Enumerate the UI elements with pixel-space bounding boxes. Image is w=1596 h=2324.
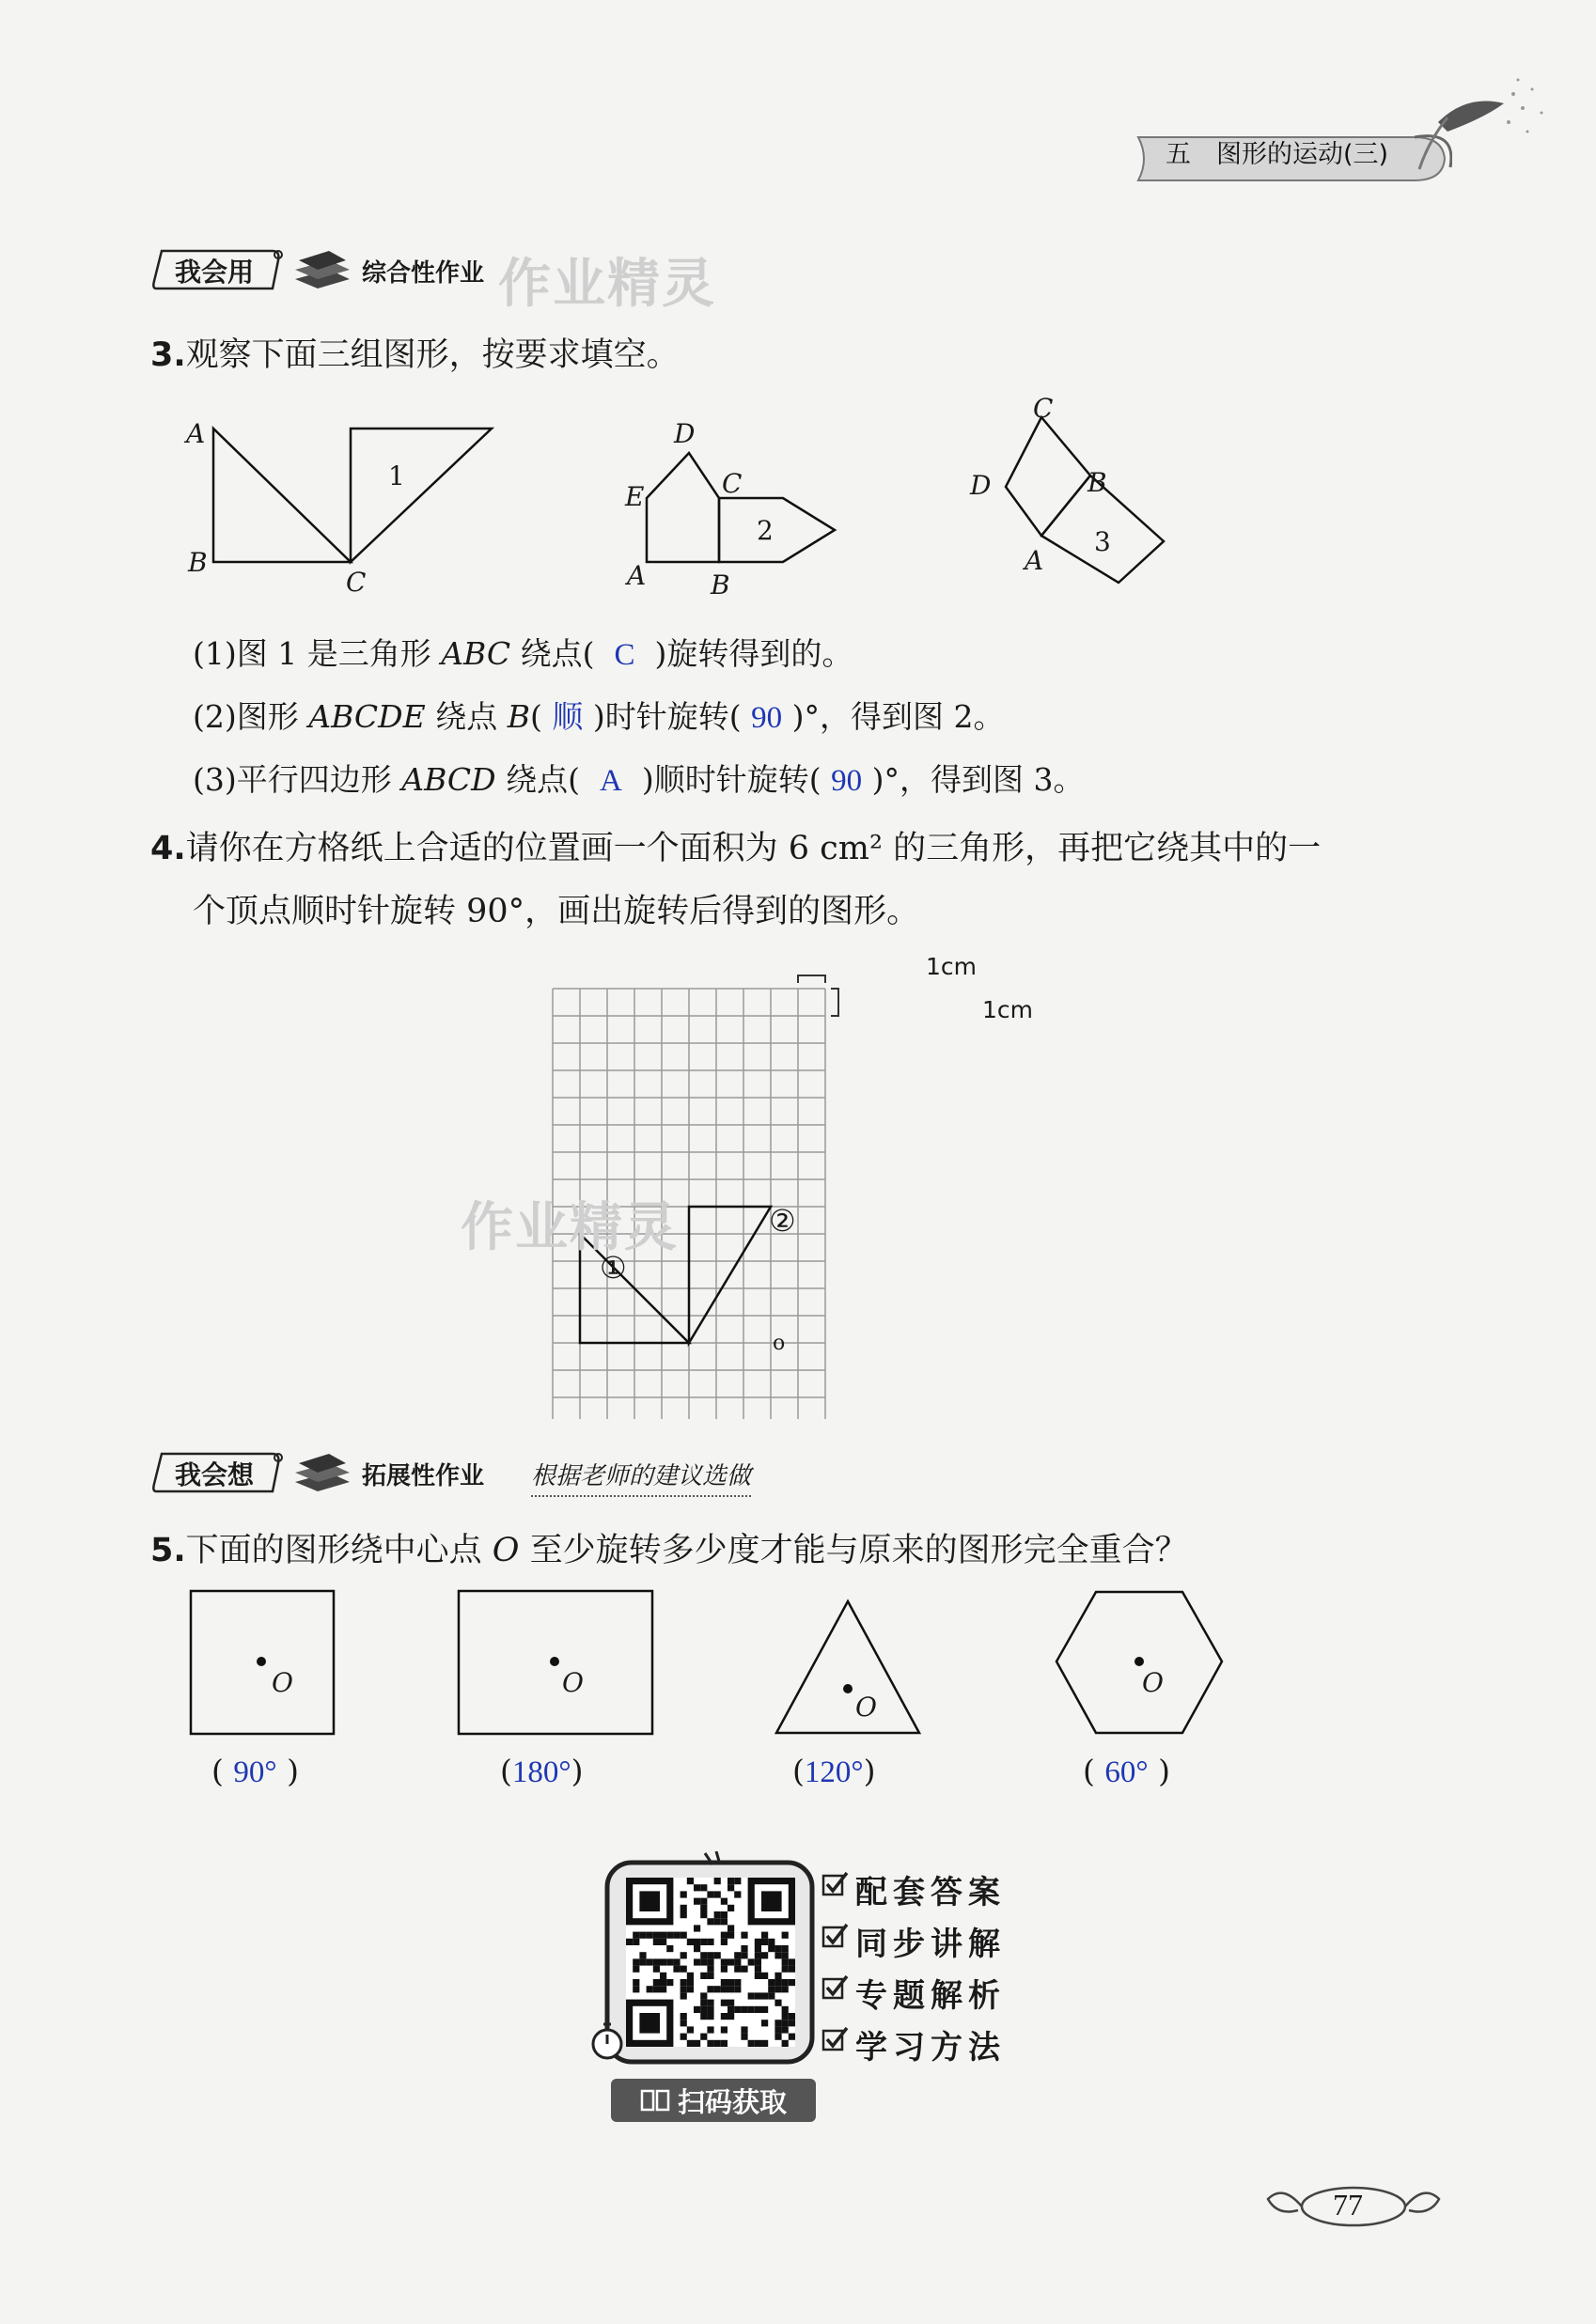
qr-module: [639, 1932, 646, 1939]
qr-module: [639, 1958, 646, 1965]
qr-module: [681, 2020, 687, 2026]
section-tag-extended: 拓展性作业: [362, 1462, 485, 1490]
qr-module: [700, 1911, 707, 1918]
qr-module: [647, 1932, 653, 1939]
books-icon-2: [291, 1450, 353, 1495]
qr-module: [660, 1932, 666, 1939]
q3-sub3-answer-angle[interactable]: 90: [831, 764, 863, 798]
qr-module: [721, 1898, 728, 1905]
qr-module: [775, 2020, 781, 2026]
qr-module: [681, 2013, 687, 2020]
fig2-label-d: D: [674, 418, 696, 449]
q3-sub2-answer-direction[interactable]: 顺: [552, 701, 584, 735]
q3-sub1-answer[interactable]: C: [614, 638, 635, 672]
qr-module: [755, 2006, 761, 2013]
qr-module: [660, 1979, 666, 1986]
qr-module: [681, 1932, 687, 1939]
q5-text-pre: 下面的图形绕中心点: [185, 1532, 493, 1569]
qr-module: [755, 1952, 761, 1958]
qr-module: [687, 1979, 694, 1986]
qr-module: [633, 1939, 639, 1945]
q5-answer-square[interactable]: 90°: [233, 1755, 277, 1789]
qr-module: [721, 1939, 728, 1945]
q4-line1: [150, 822, 1321, 869]
qr-module: [782, 1979, 789, 1986]
qr-module: [633, 1958, 639, 1965]
qr-module: [761, 1932, 768, 1939]
qr-module: [782, 1952, 789, 1958]
qr-module: [660, 1973, 666, 1979]
q4-grid-paper[interactable]: [536, 949, 1043, 1419]
fig2-label-e: E: [625, 481, 645, 512]
qr-module: [761, 2006, 768, 2013]
q5-answer-triangle[interactable]: 120°: [804, 1755, 864, 1789]
qr-module: [700, 2006, 707, 2013]
qr-module: [734, 2006, 741, 2013]
q5-answer-3[interactable]: [792, 1753, 875, 1790]
section-label-apply: 我会用: [175, 257, 255, 288]
qr-module: [694, 1925, 700, 1931]
qr-module: [728, 2013, 734, 2020]
check-icon: [821, 1870, 850, 1898]
service-methods: 学习方法: [855, 2029, 1006, 2067]
q4-mark-2: ②: [769, 1203, 796, 1239]
qr-module: [721, 1979, 728, 1986]
qr-module: [755, 1945, 761, 1952]
qr-module: [707, 2026, 713, 2033]
qr-module: [707, 1918, 713, 1925]
q5-hexagon: [1053, 1588, 1226, 1739]
q3-text: 观察下面三组图形，按要求填空。: [185, 336, 680, 374]
qr-module: [768, 1945, 775, 1952]
fig3-label-b: B: [1087, 467, 1107, 498]
q5-square: [188, 1588, 336, 1737]
qr-module: [673, 1932, 680, 1939]
qr-module: [741, 1932, 747, 1939]
qr-module: [714, 1878, 721, 1884]
qr-module: [789, 1979, 795, 1986]
qr-module: [681, 1891, 687, 1897]
book-scan-icon: [640, 2088, 670, 2113]
q5-hexagon-center-label: O: [1142, 1667, 1164, 1698]
qr-module: [653, 1966, 660, 1973]
qr-module: [694, 1939, 700, 1945]
qr-module: [728, 1979, 734, 1986]
qr-module: [707, 1952, 713, 1958]
fig1-label-b: B: [188, 547, 208, 578]
qr-module: [748, 2040, 755, 2047]
fig2-label-2: 2: [757, 515, 774, 546]
qr-module: [728, 1932, 734, 1939]
q5-paren-open-1: (: [211, 1753, 224, 1789]
qr-module: [775, 1973, 781, 1979]
q3-figure-3: [968, 404, 1175, 592]
check-icon: [821, 1973, 850, 2002]
qr-module: [653, 1939, 660, 1945]
qr-module: [687, 2026, 694, 2033]
triangle-rotated: [689, 1207, 771, 1343]
qr-module: [775, 2034, 781, 2040]
q3-sub1-pre: (1)图 1 是三角形: [193, 635, 442, 672]
qr-module: [714, 1952, 721, 1958]
qr-module: [660, 1939, 666, 1945]
qr-module: [707, 1939, 713, 1945]
qr-module: [755, 1939, 761, 1945]
qr-module: [694, 1884, 700, 1891]
fig3-label-c: C: [1033, 393, 1054, 424]
fig3-label-a: A: [1025, 545, 1044, 576]
qr-module: [707, 2000, 713, 2006]
qr-module: [721, 1911, 728, 1918]
qr-module: [707, 1973, 713, 1979]
q3-sub2-answer-angle[interactable]: 90: [751, 701, 783, 735]
qr-module: [721, 2040, 728, 2047]
qr-module: [728, 1986, 734, 1992]
qr-module: [721, 1918, 728, 1925]
qr-module: [700, 1898, 707, 1905]
q5-number: 5.: [150, 1532, 186, 1569]
qr-module: [748, 1992, 755, 1999]
qr-module: [673, 1966, 680, 1973]
qr-module: [653, 1986, 660, 1992]
qr-module: [782, 1986, 789, 1992]
qr-module: [748, 2006, 755, 2013]
qr-module: [687, 2040, 694, 2047]
scan-button[interactable]: [611, 2079, 816, 2122]
qr-module: [700, 1884, 707, 1891]
qr-module: [728, 1905, 734, 1911]
qr-finder-core: [639, 2013, 660, 2034]
fig1-label-1: 1: [388, 460, 405, 491]
qr-module: [681, 1992, 687, 1999]
qr-finder-core: [639, 1891, 660, 1911]
q3-sub3: [193, 756, 1084, 800]
qr-module: [666, 1979, 673, 1986]
qr-module: [782, 1932, 789, 1939]
qr-module: [681, 1905, 687, 1911]
section-tag-comprehensive: 综合性作业: [362, 259, 485, 288]
q3-sub3-pre: (3)平行四边形: [193, 761, 402, 798]
qr-module: [755, 1958, 761, 1965]
q5-square-center-label: O: [272, 1667, 293, 1698]
qr-module: [741, 1945, 747, 1952]
qr-module: [633, 1932, 639, 1939]
chapter-title: 五 图形的运动(三): [1166, 140, 1389, 169]
qr-module: [660, 1958, 666, 1965]
qr-module: [707, 1966, 713, 1973]
qr-module: [755, 1973, 761, 1979]
qr-module: [782, 2026, 789, 2033]
q5-paren-open-3: (: [792, 1753, 805, 1789]
qr-module: [761, 2020, 768, 2026]
qr-module: [728, 1884, 734, 1891]
section-label-think: 我会想: [175, 1459, 255, 1490]
qr-module: [755, 2040, 761, 2047]
stopwatch-icon: [588, 2020, 626, 2062]
qr-module: [734, 1958, 741, 1965]
q5-answer-1[interactable]: [211, 1753, 299, 1790]
qr-module: [687, 1878, 694, 1884]
qr-module: [755, 1966, 761, 1973]
qr-module: [721, 1986, 728, 1992]
qr-module: [687, 1986, 694, 1992]
qr-module: [681, 1952, 687, 1958]
qr-module: [681, 1966, 687, 1973]
qr-module: [782, 2013, 789, 2020]
section-note: 根据老师的建议选做: [531, 1457, 751, 1497]
fig3-label-3: 3: [1094, 526, 1111, 557]
qr-module: [775, 1952, 781, 1958]
page-number: 77: [1333, 2188, 1363, 2222]
q5-text-post: 至少旋转多少度才能与原来的图形完全重合？: [519, 1532, 1188, 1569]
q5-rectangle: [456, 1588, 655, 1737]
q5-paren-open-2: (: [500, 1753, 512, 1789]
qr-module: [707, 1958, 713, 1965]
qr-module: [639, 1952, 646, 1958]
qr-module: [633, 1966, 639, 1973]
qr-module: [714, 1891, 721, 1897]
q5-paren-open-4: (: [1083, 1753, 1095, 1789]
qr-module: [626, 1939, 633, 1945]
qr-module: [782, 2040, 789, 2047]
q3-sub1-abc: ABC: [441, 635, 511, 672]
q5-paren-close-1: ): [287, 1753, 299, 1789]
qr-module: [647, 1958, 653, 1965]
q4-number: 4.: [150, 830, 186, 867]
qr-module: [782, 2020, 789, 2026]
qr-module: [761, 2040, 768, 2047]
qr-module: [700, 1952, 707, 1958]
qr-module: [789, 2013, 795, 2020]
qr-module: [666, 1932, 673, 1939]
q3-sub3-post: )°，得到图 3。: [871, 761, 1085, 798]
qr-module: [721, 1932, 728, 1939]
q5-triangle-center-label: O: [855, 1692, 877, 1723]
qr-module: [761, 1992, 768, 1999]
q4-text-line1: 请你在方格纸上合适的位置画一个面积为 6 cm² 的三角形，再把它绕其中的一: [185, 830, 1322, 867]
unit-bracket-x: [798, 975, 825, 983]
qr-module: [741, 2026, 747, 2033]
qr-module: [761, 1973, 768, 1979]
q5-paren-close-2: ): [571, 1753, 584, 1789]
fig2-label-a: A: [627, 560, 647, 591]
q5-paren-close-4: ): [1158, 1753, 1170, 1789]
unit-bracket-y: [831, 989, 838, 1016]
fig1-label-a: A: [186, 418, 206, 449]
qr-module: [734, 1891, 741, 1897]
qr-module: [700, 2000, 707, 2006]
q5-paren-close-3: ): [863, 1753, 876, 1789]
qr-module: [775, 1979, 781, 1986]
qr-module: [728, 1958, 734, 1965]
q3-sub2-mid1: 绕点: [425, 698, 508, 735]
qr-module: [681, 1911, 687, 1918]
qr-module: [666, 1945, 673, 1952]
q3-sub1-mid: 绕点(: [510, 635, 595, 672]
qr-module: [789, 1958, 795, 1965]
qr-module: [728, 2006, 734, 2013]
qr-module: [687, 1973, 694, 1979]
q3-sub1: [193, 630, 853, 674]
books-icon: [291, 247, 353, 292]
q4-mark-1: ①: [600, 1250, 627, 1286]
q3-sub3-mid1: 绕点(: [495, 761, 581, 798]
qr-module: [714, 1911, 721, 1918]
qr-module: [741, 1966, 747, 1973]
q3-prompt: [150, 329, 680, 376]
feather-decoration-icon: [1410, 66, 1551, 179]
qr-module: [782, 1945, 789, 1952]
qr-module: [734, 1878, 741, 1884]
fig2-label-c: C: [722, 468, 743, 499]
qr-module: [721, 2026, 728, 2033]
qr-module: [775, 2000, 781, 2006]
qr-module: [700, 2034, 707, 2040]
qr-module: [789, 2034, 795, 2040]
q5-rectangle-center-label: O: [562, 1667, 584, 1698]
q4-unit-y: 1cm: [982, 996, 1034, 1023]
qr-module: [660, 1986, 666, 1992]
service-topics: 专题解析: [855, 1977, 1006, 2015]
qr-code[interactable]: [626, 1878, 795, 2047]
qr-module: [761, 1952, 768, 1958]
q3-sub2-abcde: ABCDE: [308, 698, 426, 735]
qr-module: [789, 2020, 795, 2026]
qr-module: [741, 2034, 747, 2040]
qr-finder-core: [761, 1891, 782, 1911]
qr-module: [782, 1958, 789, 1965]
q3-figure-2: [620, 432, 846, 583]
q3-sub3-mid2: )顺时针旋转(: [641, 761, 821, 798]
q3-sub2-post: )°，得到图 2。: [791, 698, 1005, 735]
qr-module: [700, 2013, 707, 2020]
qr-module: [707, 1986, 713, 1992]
qr-module: [741, 2006, 747, 2013]
fig1-label-c: C: [346, 567, 367, 598]
qr-module: [714, 1986, 721, 1992]
qr-module: [768, 1992, 775, 1999]
q5-answer-rectangle[interactable]: 180°: [511, 1755, 571, 1789]
qr-module: [728, 2000, 734, 2006]
qr-module: [734, 1952, 741, 1958]
q4-pivot-label: o: [773, 1332, 786, 1355]
qr-module: [653, 1979, 660, 1986]
q5-answer-hexagon[interactable]: 60°: [1104, 1755, 1149, 1789]
qr-module: [728, 1925, 734, 1931]
qr-module: [714, 2040, 721, 2047]
qr-module: [647, 1986, 653, 1992]
qr-module: [707, 2013, 713, 2020]
qr-module: [782, 2006, 789, 2013]
check-icon: [821, 1922, 850, 1950]
qr-module: [768, 1979, 775, 1986]
q3-sub3-answer-point[interactable]: A: [600, 764, 622, 798]
fig2-label-b: B: [711, 569, 730, 600]
q3-sub3-abcd: ABCD: [401, 761, 496, 798]
qr-module: [775, 1945, 781, 1952]
qr-module: [707, 1891, 713, 1897]
qr-module: [681, 2034, 687, 2040]
qr-module: [700, 1973, 707, 1979]
q5-triangle: [773, 1598, 923, 1737]
q3-sub2-mid2: (: [529, 698, 542, 735]
qr-module: [775, 1986, 781, 1992]
qr-module: [694, 1945, 700, 1952]
q3-sub2-pre: (2)图形: [193, 698, 309, 735]
qr-module: [700, 1958, 707, 1965]
qr-module: [687, 1939, 694, 1945]
watermark-top: 作业精灵: [498, 254, 716, 315]
qr-module: [728, 1878, 734, 1884]
q5-text-o: O: [492, 1532, 520, 1569]
fig3-label-d: D: [970, 470, 992, 501]
q5-prompt: [150, 1524, 1188, 1571]
qr-module: [721, 2013, 728, 2020]
qr-module: [775, 2026, 781, 2033]
qr-module: [789, 1966, 795, 1973]
qr-module: [633, 1986, 639, 1992]
qr-module: [694, 1958, 700, 1965]
qr-module: [734, 1966, 741, 1973]
qr-module: [700, 1905, 707, 1911]
qr-module: [748, 1958, 755, 1965]
qr-module: [721, 1958, 728, 1965]
qr-module: [721, 2000, 728, 2006]
service-answers: 配套答案: [855, 1874, 1006, 1911]
qr-module: [707, 2006, 713, 2013]
q5-answer-4[interactable]: [1083, 1753, 1170, 1790]
qr-module: [633, 1979, 639, 1986]
qr-module: [681, 1986, 687, 1992]
qr-module: [673, 1958, 680, 1965]
qr-module: [700, 1939, 707, 1945]
check-icon: [821, 2025, 850, 2053]
qr-module: [694, 2040, 700, 2047]
qr-module: [741, 1952, 747, 1958]
q3-sub2-b: B: [507, 698, 530, 735]
qr-module: [653, 1958, 660, 1965]
qr-module: [761, 1939, 768, 1945]
scan-label: 扫码获取: [677, 2085, 787, 2118]
qr-module: [714, 1918, 721, 1925]
qr-module: [768, 1986, 775, 1992]
watermark-middle: 作业精灵: [461, 1197, 679, 1258]
qr-module: [707, 2040, 713, 2047]
qr-module: [681, 1979, 687, 1986]
q3-sub2-mid3: )时针旋转(: [592, 698, 742, 735]
qr-module: [755, 1992, 761, 1999]
qr-module: [666, 1958, 673, 1965]
q3-sub2: [193, 693, 1004, 737]
service-lectures: 同步讲解: [855, 1926, 1006, 1963]
q3-sub1-post: )旋转得到的。: [654, 635, 853, 672]
q4-unit-x: 1cm: [926, 953, 978, 980]
qr-module: [694, 2006, 700, 2013]
q3-number: 3.: [150, 336, 186, 374]
qr-module: [700, 1992, 707, 1999]
qr-module: [734, 1986, 741, 1992]
qr-module: [653, 1932, 660, 1939]
qr-module: [734, 1979, 741, 1986]
qr-module: [782, 1966, 789, 1973]
qr-module: [721, 1966, 728, 1973]
qr-module: [694, 1898, 700, 1905]
qr-module: [768, 1939, 775, 1945]
q4-line2: 个顶点顺时针旋转 90°，画出旋转后得到的图形。: [193, 893, 920, 930]
q5-answer-2[interactable]: [500, 1753, 583, 1790]
